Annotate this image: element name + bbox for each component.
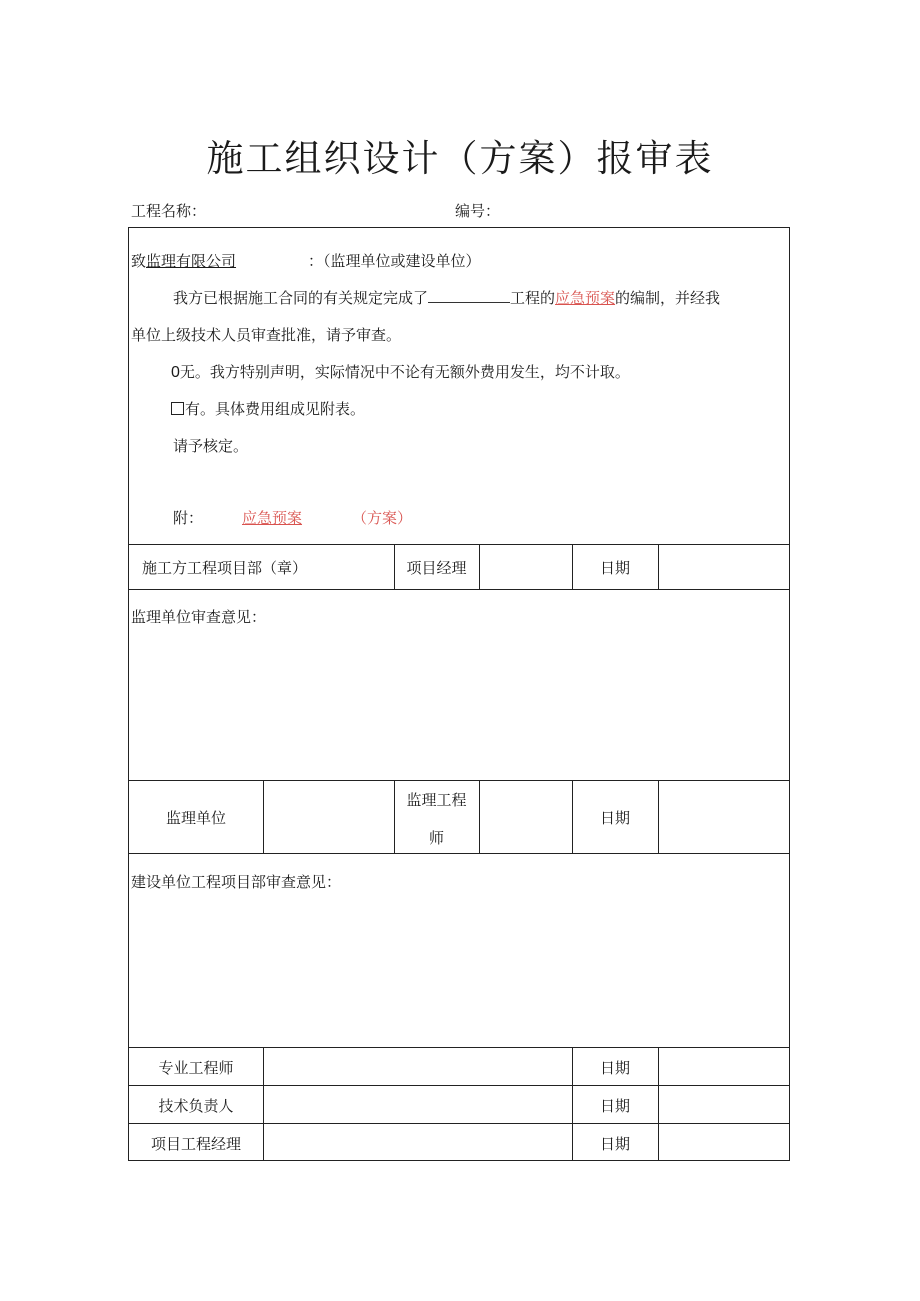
checkbox-icon[interactable] xyxy=(171,402,184,415)
divider xyxy=(129,780,789,781)
owner-opinion-label: 建设单位工程项目部审查意见： xyxy=(131,873,342,891)
approval-form xyxy=(128,227,790,1161)
supervisor-unit-label: 监理单位 xyxy=(165,809,226,827)
addressee-line xyxy=(131,250,481,271)
supervisor-opinion-label: 监理单位审查意见： xyxy=(131,608,267,626)
supervisor-date-label: 日期 xyxy=(599,809,630,827)
sign-date-label: 日期 xyxy=(599,1135,630,1153)
option-none-mark: 0 xyxy=(171,364,180,381)
statement-text-c: 的编制，并经我 xyxy=(615,289,721,307)
to-note: （监理单位或建设单位） xyxy=(323,252,481,270)
statement-text-a: 我方已根据施工合同的有关规定完成了 xyxy=(173,289,429,307)
to-prefix: 致 xyxy=(131,252,147,270)
divider xyxy=(129,589,789,590)
sign-date-field[interactable] xyxy=(659,1087,789,1122)
contractor-date-label: 日期 xyxy=(599,559,630,577)
option-none xyxy=(171,361,630,382)
to-company: 监理有限公司 xyxy=(146,252,237,270)
signature-field[interactable] xyxy=(264,1087,571,1122)
contractor-date-field[interactable] xyxy=(659,546,789,588)
divider xyxy=(129,544,789,545)
sign-date-label: 日期 xyxy=(599,1097,630,1115)
attach-suffix: （方案） xyxy=(352,509,413,527)
supervisor-opinion-field[interactable] xyxy=(131,628,787,776)
owner-opinion-field[interactable] xyxy=(131,893,787,1043)
page-title: 施工组织设计（方案）报审表 xyxy=(206,137,714,180)
project-name-label: 工程名称： xyxy=(131,202,207,220)
project-engineering-manager-label: 项目工程经理 xyxy=(150,1135,241,1153)
divider xyxy=(129,853,789,854)
technical-lead-label: 技术负责人 xyxy=(158,1097,234,1115)
supervisor-date-field[interactable] xyxy=(659,782,789,852)
option-yes xyxy=(171,398,365,419)
attach-name[interactable]: 应急预案 xyxy=(242,509,303,527)
supervising-engineer-label-2: 师 xyxy=(428,829,444,847)
professional-engineer-label: 专业工程师 xyxy=(158,1059,234,1077)
project-manager-label: 项目经理 xyxy=(406,559,467,577)
emergency-plan-link[interactable]: 应急预案 xyxy=(555,289,616,307)
sign-date-field[interactable] xyxy=(659,1049,789,1084)
supervising-engineer-label-1: 监理工程 xyxy=(406,791,467,809)
divider xyxy=(129,1123,789,1124)
number-label: 编号： xyxy=(455,202,501,220)
signature-field[interactable] xyxy=(264,1049,571,1084)
supervising-engineer-field[interactable] xyxy=(480,782,571,852)
option-yes-text: 有。具体费用组成见附表。 xyxy=(185,400,366,418)
statement-line-2: 单位上级技术人员审查批准，请予审查。 xyxy=(131,326,402,344)
please-verify: 请予核定。 xyxy=(173,437,249,455)
project-blank xyxy=(428,288,510,303)
divider xyxy=(129,1085,789,1086)
attach-label: 附： xyxy=(173,509,204,527)
sign-date-label: 日期 xyxy=(599,1059,630,1077)
contractor-label: 施工方工程项目部（章） xyxy=(142,559,308,577)
sign-date-field[interactable] xyxy=(659,1125,789,1160)
option-none-text: 无。我方特别声明，实际情况中不论有无额外费用发生，均不计取。 xyxy=(179,363,630,381)
statement-text-b: 工程的 xyxy=(510,289,556,307)
supervisor-unit-field[interactable] xyxy=(264,782,393,852)
signature-field[interactable] xyxy=(264,1125,571,1160)
project-manager-field[interactable] xyxy=(480,546,571,588)
divider xyxy=(129,1047,789,1048)
to-colon: ： xyxy=(308,252,324,270)
statement-line-1 xyxy=(173,287,720,308)
